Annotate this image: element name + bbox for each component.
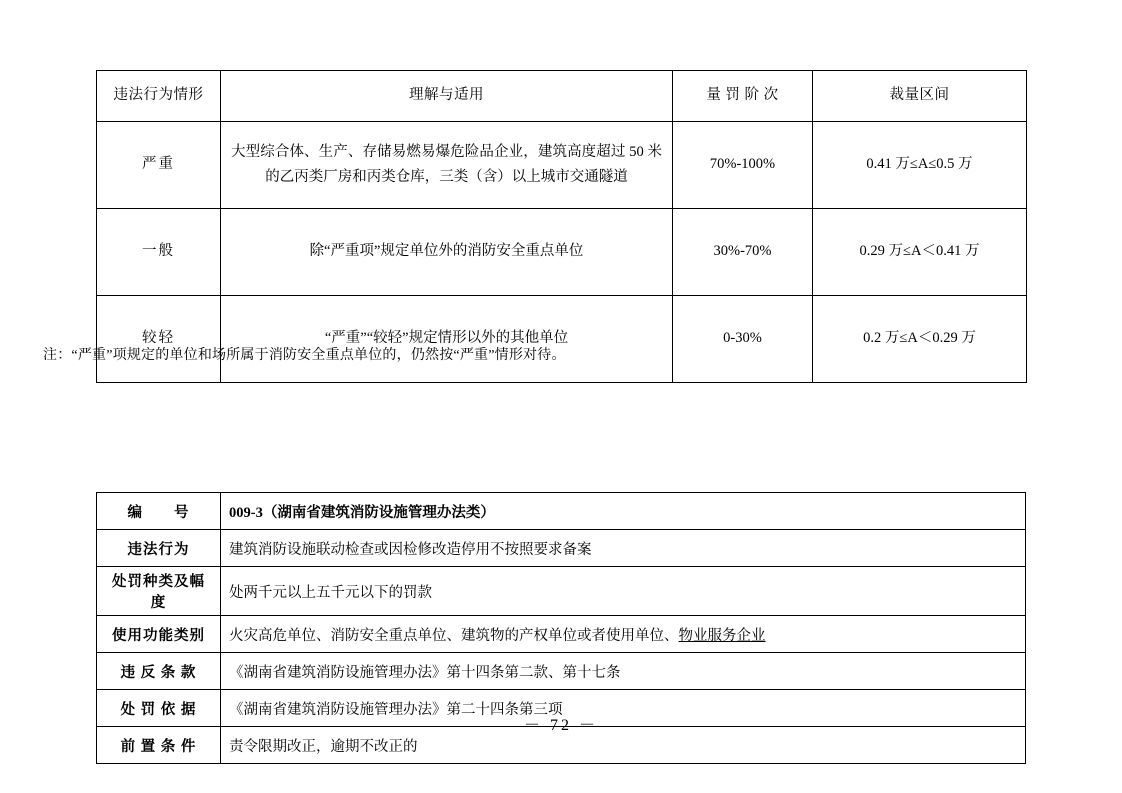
row-value-number: 009-3（湖南省建筑消防设施管理办法类） [221,493,1026,530]
header-cell-violation: 违法行为情形 [97,71,221,122]
table-row [97,493,1026,530]
cell-level: 一般 [97,209,221,296]
row-label-penalty-type: 处罚种类及幅度 [97,567,221,616]
cell-grade: 0-30% [673,296,813,383]
emphasized-text: 物业服务企业 [678,627,766,644]
table-note: 注：“严重”项规定的单位和场所属于消防安全重点单位的，仍然按“严重”情形对待。 [43,348,566,363]
cell-range: 0.2 万≤A＜0.29 万 [813,296,1027,383]
row-label-violation: 违法行为 [97,530,221,567]
row-value-violated-clause: 《湖南省建筑消防设施管理办法》第十四条第二款、第十七条 [221,653,1026,690]
cell-level: 较轻 [97,296,221,383]
table-row [97,616,1026,653]
table-row [97,209,1027,296]
table-row [97,530,1026,567]
table-header-row [97,71,1027,122]
table-row [97,567,1026,616]
row-value-precondition: 责令限期改正，逾期不改正的 [221,727,1026,764]
table-row [97,296,1027,383]
cell-description: 除“严重项”规定单位外的消防安全重点单位 [221,209,673,296]
cell-range: 0.41 万≤A≤0.5 万 [813,122,1027,209]
page-number: － 72 － [523,717,598,734]
cell-range: 0.29 万≤A＜0.41 万 [813,209,1027,296]
cell-grade: 30%-70% [673,209,813,296]
table-row [97,653,1026,690]
row-label-penalty-basis: 处 罚 依 据 [97,690,221,727]
row-value-function-category: 火灾高危单位、消防安全重点单位、建筑物的产权单位或者使用单位、物业服务企业 [221,616,1026,653]
row-label-violated-clause: 违 反 条 款 [97,653,221,690]
header-cell-understanding: 理解与适用 [221,71,673,122]
row-value-violation: 建筑消防设施联动检查或因检修改造停用不按照要求备案 [221,530,1026,567]
table-row [97,122,1027,209]
cell-description: 大型综合体、生产、存储易燃易爆危险品企业，建筑高度超过 50 米的乙丙类厂房和丙类仓库，三类（含）以上城市交通隧道 [221,122,673,209]
row-value-penalty-type: 处两千元以上五千元以下的罚款 [221,567,1026,616]
cell-level: 严重 [97,122,221,209]
row-label-number: 编 号 [97,493,221,530]
header-cell-grade: 量 罚 阶 次 [673,71,813,122]
header-cell-range: 裁量区间 [813,71,1027,122]
cell-description: “严重”“较轻”规定情形以外的其他单位 [221,296,673,383]
row-label-function-category: 使用功能类别 [97,616,221,653]
row-label-precondition: 前 置 条 件 [97,727,221,764]
cell-grade: 70%-100% [673,122,813,209]
row-value-penalty-basis: 《湖南省建筑消防设施管理办法》第二十四条第三项 [221,690,1026,727]
discretion-table [96,70,1027,383]
